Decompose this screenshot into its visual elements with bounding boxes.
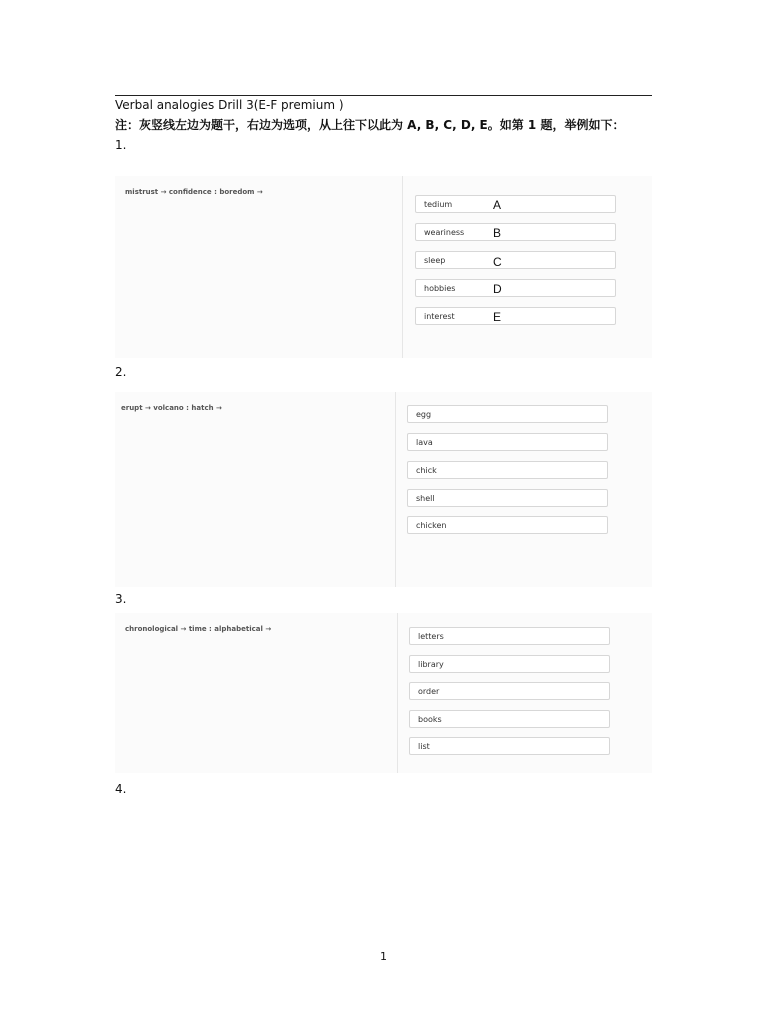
option-label: list	[418, 742, 430, 751]
question-number: 4.	[115, 782, 127, 796]
option-box[interactable]	[415, 251, 616, 269]
option-box[interactable]	[409, 627, 610, 645]
option-letter: B	[493, 226, 502, 240]
option-box[interactable]	[407, 516, 608, 534]
question-panel	[115, 392, 652, 587]
option-label: chicken	[416, 521, 447, 530]
option-label: chick	[416, 466, 437, 475]
option-box[interactable]	[407, 461, 608, 479]
option-label: hobbies	[424, 284, 456, 293]
option-label: books	[418, 715, 442, 724]
option-label: letters	[418, 632, 444, 641]
document-title: Verbal analogies Drill 3(E-F premium )	[115, 98, 344, 112]
option-letter: A	[493, 198, 502, 212]
option-label: lava	[416, 438, 433, 447]
question-number: 1.	[115, 138, 127, 152]
option-box[interactable]	[415, 223, 616, 241]
panel-divider	[395, 392, 396, 587]
question-number: 2.	[115, 365, 127, 379]
header-rule	[115, 95, 652, 96]
option-box[interactable]	[415, 195, 616, 213]
option-label: tedium	[424, 200, 453, 209]
option-box[interactable]	[409, 655, 610, 673]
option-box[interactable]	[407, 489, 608, 507]
option-letter: E	[493, 310, 502, 324]
option-box[interactable]	[409, 737, 610, 755]
panel-divider	[402, 176, 403, 358]
option-label: shell	[416, 494, 435, 503]
option-box[interactable]	[409, 682, 610, 700]
option-label: sleep	[424, 256, 446, 265]
question-panel	[115, 176, 652, 358]
instruction-note: 注：灰竖线左边为题干，右边为选项，从上往下以此为 A, B, C, D, E。如第 1 题，举例如下：	[115, 118, 625, 132]
question-panel	[115, 613, 652, 773]
option-label: egg	[416, 410, 432, 419]
panel-divider	[397, 613, 398, 773]
page-number: 1	[380, 950, 387, 963]
question-prompt: erupt → volcano : hatch →	[121, 404, 222, 412]
question-number: 3.	[115, 592, 127, 606]
option-label: weariness	[424, 228, 465, 237]
option-letter: D	[493, 282, 502, 296]
question-prompt: mistrust → confidence : boredom →	[125, 188, 263, 196]
option-box[interactable]	[407, 433, 608, 451]
option-label: interest	[424, 312, 455, 321]
option-box[interactable]	[407, 405, 608, 423]
option-label: library	[418, 660, 444, 669]
question-prompt: chronological → time : alphabetical →	[125, 625, 272, 633]
option-box[interactable]	[409, 710, 610, 728]
option-letter: C	[493, 255, 502, 269]
option-box[interactable]	[415, 279, 616, 297]
option-label: order	[418, 687, 440, 696]
option-box[interactable]	[415, 307, 616, 325]
